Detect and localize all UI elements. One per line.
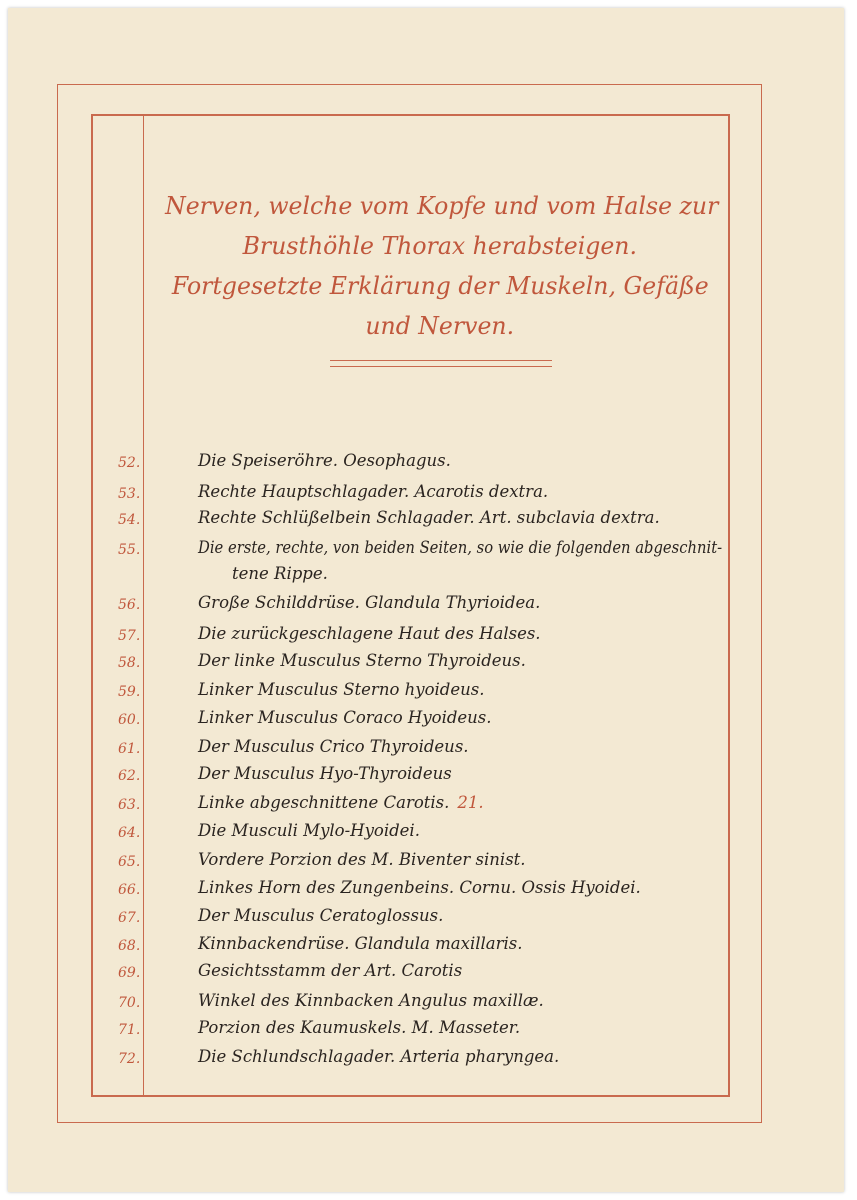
entry-number: 59. — [118, 684, 141, 700]
title-divider-lower — [330, 366, 552, 367]
entry-text — [198, 737, 469, 756]
entry-number: 56. — [118, 597, 141, 613]
entry-text — [198, 651, 526, 670]
entry-number: 65. — [118, 854, 141, 870]
entry-label: Linker Musculus Sterno hyoideus. — [198, 680, 485, 699]
entry-number: 58. — [118, 655, 141, 671]
entry-number: 67. — [118, 910, 141, 926]
entry-label: Große Schilddrüse. Glandula Thyrioidea. — [198, 593, 541, 612]
entry-label: Der Musculus Hyo-Thyroideus — [198, 764, 452, 783]
entry-label: Linke abgeschnittene Carotis. — [198, 793, 450, 812]
entry-text — [198, 624, 541, 643]
entry-number: 63. — [118, 797, 141, 813]
entry-number: 70. — [118, 995, 141, 1011]
entry-label: Rechte Schlüßelbein Schlagader. Art. subclavia dextra. — [198, 508, 660, 527]
entry-number: 55. — [118, 542, 141, 558]
entry-label: Kinnbackendrüse. Glandula maxillaris. — [198, 934, 523, 953]
entry-text — [198, 991, 544, 1010]
entry-number: 57. — [118, 628, 141, 644]
entry-text — [198, 508, 660, 527]
entry-text — [198, 850, 526, 869]
entry-text — [198, 1018, 520, 1037]
entry-text — [198, 934, 523, 953]
page-title — [160, 186, 720, 346]
entry-number: 62. — [118, 768, 141, 784]
title-line-2: Brusthöhle Thorax herabsteigen. — [242, 232, 638, 260]
entry-text — [198, 961, 462, 980]
entry-text — [198, 451, 451, 470]
entry-label: Die Schlundschlagader. Arteria pharyngea. — [198, 1047, 560, 1066]
entry-text — [198, 821, 420, 840]
entry-number: 52. — [118, 455, 141, 471]
entry-text — [198, 793, 484, 812]
entry-text — [198, 538, 722, 557]
entry-label: Porzion des Kaumuskels. M. Masseter. — [198, 1018, 521, 1037]
entry-label: Rechte Hauptschlagader. Acarotis dextra. — [198, 482, 549, 501]
entry-label: Vordere Porzion des M. Biventer sinist. — [198, 850, 526, 869]
title-line-4: und Nerven. — [365, 312, 515, 340]
entry-label: Der Musculus Ceratoglossus. — [198, 906, 444, 925]
entry-text — [198, 708, 492, 727]
title-line-1: Nerven, welche vom Kopfe und vom Halse zur — [165, 192, 719, 220]
entry-number: 54. — [118, 512, 141, 528]
entry-text — [198, 878, 641, 897]
title-line-3: Fortgesetzte Erklärung der Muskeln, Gefäße — [171, 272, 709, 300]
entry-label: Die Musculi Mylo-Hyoidei. — [198, 821, 420, 840]
entry-continuation: tene Rippe. — [232, 564, 328, 583]
entry-number: 66. — [118, 882, 141, 898]
entry-number: 64. — [118, 825, 141, 841]
entry-number: 69. — [118, 965, 141, 981]
entry-number: 61. — [118, 741, 141, 757]
entry-text — [198, 906, 443, 925]
entry-text — [198, 482, 548, 501]
entry-label: Gesichtsstamm der Art. Carotis — [198, 961, 463, 980]
entry-number: 72. — [118, 1051, 141, 1067]
entry-number: 68. — [118, 938, 141, 954]
entry-label: Linker Musculus Coraco Hyoideus. — [198, 708, 492, 727]
entry-number: 71. — [118, 1022, 141, 1038]
entry-label: Die Speiseröhre. Oesophagus. — [198, 451, 451, 470]
title-divider-upper — [330, 360, 552, 361]
entry-label: Winkel des Kinnbacken Angulus maxillæ. — [198, 991, 544, 1010]
entry-label: Der Musculus Crico Thyroideus. — [198, 737, 469, 756]
entry-text — [198, 680, 484, 699]
entry-label: Der linke Musculus Sterno Thyroideus. — [198, 651, 526, 670]
entry-label: Die zurückgeschlagene Haut des Halses. — [198, 624, 541, 643]
entry-number: 53. — [118, 486, 141, 502]
entry-number: 60. — [118, 712, 141, 728]
entry-text — [198, 764, 452, 783]
entry-text — [198, 1047, 559, 1066]
entry-reference: 21. — [457, 793, 484, 812]
entry-text — [198, 593, 540, 612]
entry-label: Die erste, rechte, von beiden Seiten, so wie die folgenden abgeschnit- — [198, 538, 723, 557]
entry-label: Linkes Horn des Zungenbeins. Cornu. Ossis Hyoidei. — [198, 878, 641, 897]
